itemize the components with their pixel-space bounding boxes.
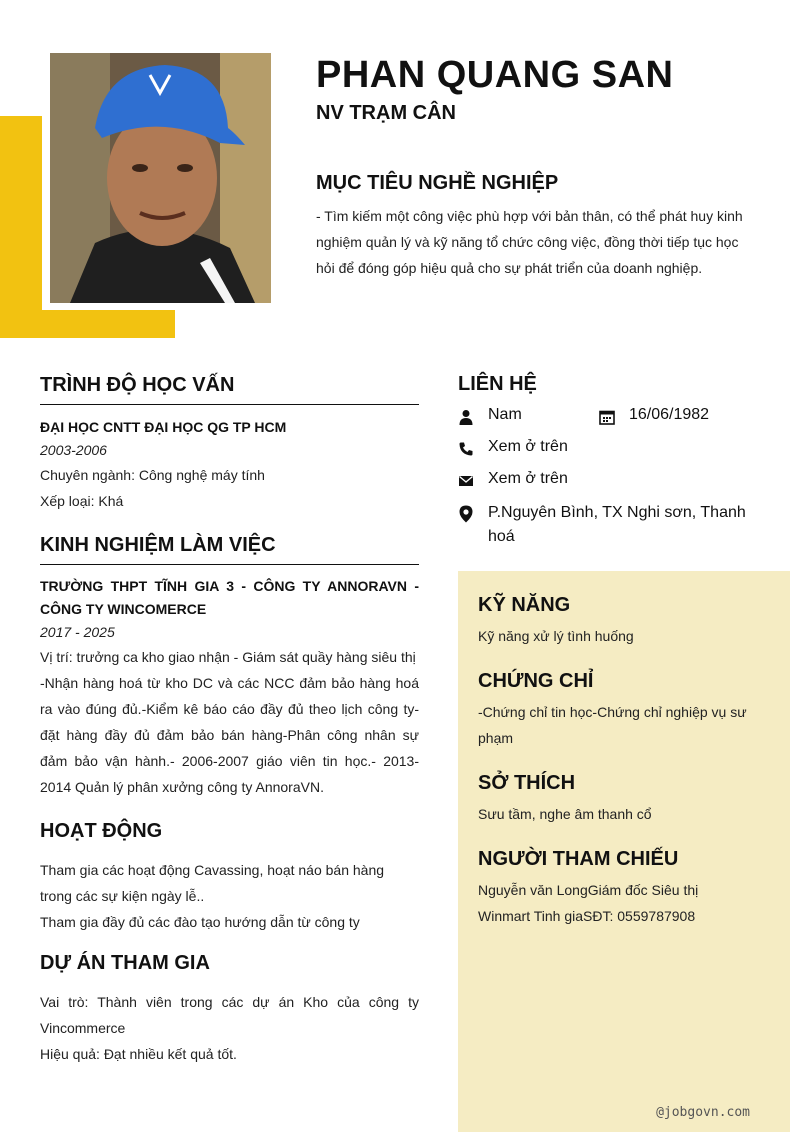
envelope-icon xyxy=(458,473,474,489)
certificates-section xyxy=(478,670,768,751)
calendar-icon xyxy=(599,409,615,425)
experience-section xyxy=(40,534,419,800)
contact-email: Xem ở trên xyxy=(488,470,568,487)
skills-section xyxy=(478,594,768,649)
contact-address-row xyxy=(458,502,758,549)
location-pin-icon xyxy=(458,505,474,521)
contact-title: LIÊN HỆ xyxy=(458,373,537,395)
accent-bar-vertical xyxy=(0,116,42,338)
activities-line-1: Tham gia các hoạt động Cavassing, hoạt náo bán hàng trong các sự kiện ngày lễ.. xyxy=(40,862,385,904)
contact-email-row xyxy=(458,470,568,489)
education-major: Chuyên ngành: Công nghệ máy tính xyxy=(40,467,265,483)
phone-icon xyxy=(458,441,474,457)
education-grade: Xếp loại: Khá xyxy=(40,493,124,509)
experience-position: Vị trí: trưởng ca kho giao nhận - Giám sát quầy hàng siêu thị xyxy=(40,649,416,665)
hobbies-title: SỞ THÍCH xyxy=(478,772,576,794)
skills-text: Kỹ năng xử lý tình huống xyxy=(478,628,634,644)
experience-company: TRƯỜNG THPT TĨNH GIA 3 - CÔNG TY ANNORAVN - CÔNG TY WINCOMERCE xyxy=(40,578,419,617)
person-icon xyxy=(458,409,474,425)
references-title: NGƯỜI THAM CHIẾU xyxy=(478,848,679,870)
watermark: @jobgovn.com xyxy=(656,1105,750,1120)
contact-phone-row xyxy=(458,438,568,457)
education-section xyxy=(40,374,419,514)
education-school: ĐẠI HỌC CNTT ĐẠI HỌC QG TP HCM xyxy=(40,419,287,435)
activities-line-2: Tham gia đầy đủ các đào tạo hướng dẫn từ công ty xyxy=(40,914,360,930)
projects-section xyxy=(40,952,419,1067)
skills-title: KỸ NĂNG xyxy=(478,594,571,616)
profile-photo xyxy=(50,53,271,303)
education-years: 2003-2006 xyxy=(40,442,107,458)
candidate-role: NV TRẠM CÂN xyxy=(316,102,456,124)
contact-gender: Nam xyxy=(488,406,522,423)
experience-description: -Nhận hàng hoá từ kho DC và các NCC đảm bảo hàng hoá ra vào đúng đủ.-Kiểm kê báo cáo đầy đủ theo lịch công ty-đặt hàng đầy đủ đảm bảo bán hàng-Phân công nhân sự đảm bảo vận hành.- 2006-2007 giáo viên tin học.- 2013-2014 Quản lý phân xưởng công ty AnnoraVN. xyxy=(40,675,419,795)
experience-title: KINH NGHIỆM LÀM VIỆC xyxy=(40,534,419,565)
hobbies-text: Sưu tầm, nghe âm thanh cổ xyxy=(478,806,652,822)
projects-title: DỰ ÁN THAM GIA xyxy=(40,952,210,974)
projects-role: Vai trò: Thành viên trong các dự án Kho của công ty Vincommerce xyxy=(40,994,419,1036)
accent-bar-horizontal xyxy=(0,310,175,338)
contact-dob-row xyxy=(599,406,709,425)
references-text: Nguyễn văn LongGiám đốc Siêu thị Winmart Tinh giaSĐT: 0559787908 xyxy=(478,882,699,924)
education-title: TRÌNH ĐỘ HỌC VẤN xyxy=(40,374,419,405)
contact-gender-row xyxy=(458,406,522,425)
experience-years: 2017 - 2025 xyxy=(40,624,115,640)
certificates-title: CHỨNG CHỈ xyxy=(478,670,594,692)
objective-text: - Tìm kiếm một công việc phù hợp với bản thân, có thể phát huy kinh nghiệm quản lý và kỹ năng tổ chức công việc, đồng thời tiếp tục học hỏi để đóng góp hiệu quả cho sự phát triển của doanh nghiệp. xyxy=(316,208,743,276)
contact-dob: 16/06/1982 xyxy=(629,406,710,423)
activities-title: HOẠT ĐỘNG xyxy=(40,820,163,842)
projects-result: Hiệu quả: Đạt nhiều kết quả tốt. xyxy=(40,1046,237,1062)
side-panel xyxy=(458,571,790,1132)
activities-section xyxy=(40,820,419,935)
hobbies-section xyxy=(478,772,768,827)
objective-title: MỤC TIÊU NGHỀ NGHIỆP xyxy=(316,172,559,194)
contact-address: P.Nguyên Bình, TX Nghi sơn, Thanh hoá xyxy=(488,504,746,545)
contact-phone: Xem ở trên xyxy=(488,438,568,455)
certificates-text: -Chứng chỉ tin học-Chứng chỉ nghiệp vụ sư phạm xyxy=(478,704,747,746)
candidate-name: PHAN QUANG SAN xyxy=(316,54,674,96)
references-section xyxy=(478,848,728,929)
